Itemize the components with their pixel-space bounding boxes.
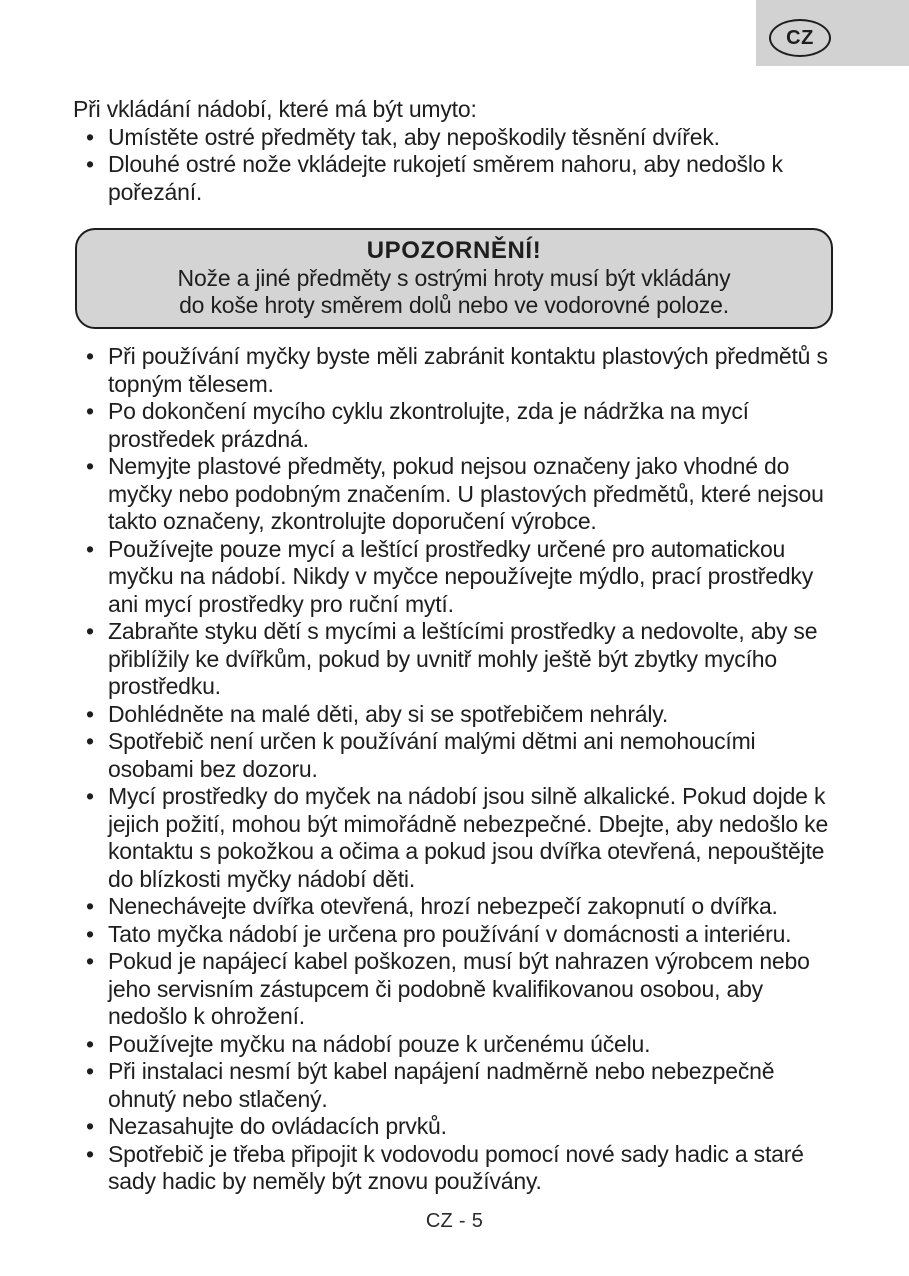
list-item: • Nenechávejte dvířka otevřená, hrozí nebezpečí zakopnutí o dvířka. [73, 893, 839, 921]
list-item: • Dlouhé ostré nože vkládejte rukojetí směrem nahoru, aby nedošlo k pořezání. [73, 151, 839, 206]
safety-list [73, 343, 839, 1196]
list-item: • Při používání myčky byste měli zabránit kontaktu plastových předmětů s topným tělesem. [73, 343, 839, 398]
language-corner-box [756, 0, 909, 66]
intro-list [73, 124, 839, 207]
list-item: • Spotřebič není určen k používání malými dětmi ani nemohoucími osobami bez dozoru. [73, 728, 839, 783]
language-code: CZ [786, 26, 814, 49]
list-item: • Tato myčka nádobí je určena pro používání v domácnosti a interiéru. [73, 921, 839, 949]
list-item: • Nemyjte plastové předměty, pokud nejsou označeny jako vhodné do myčky nebo podobným značením. U plastových předmětů, které nejsou takto označeny, zkontrolujte doporučení výrobce. [73, 453, 839, 536]
page-number: CZ - 5 [425, 1210, 484, 1232]
warning-text-line: Nože a jiné předměty s ostrými hroty musí být vkládány [177, 265, 731, 291]
list-item: • Pokud je napájecí kabel poškozen, musí být nahrazen výrobcem nebo jeho servisním zástupcem či podobně kvalifikovanou osobou, aby nedošlo k ohrožení. [73, 948, 839, 1031]
list-item: • Umístěte ostré předměty tak, aby nepoškodily těsnění dvířek. [73, 124, 839, 152]
warning-text-line: do koše hroty směrem dolů nebo ve vodorovné poloze. [179, 292, 729, 318]
list-item: • Nezasahujte do ovládacích prvků. [73, 1113, 839, 1141]
list-item: • Používejte myčku na nádobí pouze k určenému účelu. [73, 1031, 839, 1059]
list-item: • Při instalaci nesmí být kabel napájení nadměrně nebo nebezpečně ohnutý nebo stlačený. [73, 1058, 839, 1113]
warning-box [75, 228, 833, 329]
list-item: • Používejte pouze mycí a leštící prostředky určené pro automatickou myčku na nádobí. Nikdy v myčce nepoužívejte mýdlo, prací prostředky ani mycí prostředky pro ruční mytí. [73, 536, 839, 619]
list-item: • Spotřebič je třeba připojit k vodovodu pomocí nové sady hadic a staré sady hadic by neměly být znovu používány. [73, 1141, 839, 1196]
list-item: • Zabraňte styku dětí s mycími a leštícími prostředky a nedovolte, aby se přiblížily ke dvířkům, pokud by uvnitř mohly ještě být zbytky mycího prostředku. [73, 618, 839, 701]
warning-title: UPOZORNĚNÍ! [366, 237, 542, 264]
list-item: • Po dokončení mycího cyklu zkontrolujte, zda je nádržka na mycí prostředek prázdná. [73, 398, 839, 453]
list-item: • Mycí prostředky do myček na nádobí jsou silně alkalické. Pokud dojde k jejich požití, mohou být mimořádně nebezpečné. Dbejte, aby nedošlo ke kontaktu s pokožkou a očima a pokud jsou dvířka otevřená, nepouštějte do blízkosti myčky nádobí děti. [73, 783, 839, 893]
language-badge [769, 19, 831, 57]
list-item: • Dohlédněte na malé děti, aby si se spotřebičem nehrály. [73, 701, 839, 729]
intro-lead: Při vkládání nádobí, které má být umyto: [73, 96, 477, 122]
page-content [73, 96, 839, 1196]
